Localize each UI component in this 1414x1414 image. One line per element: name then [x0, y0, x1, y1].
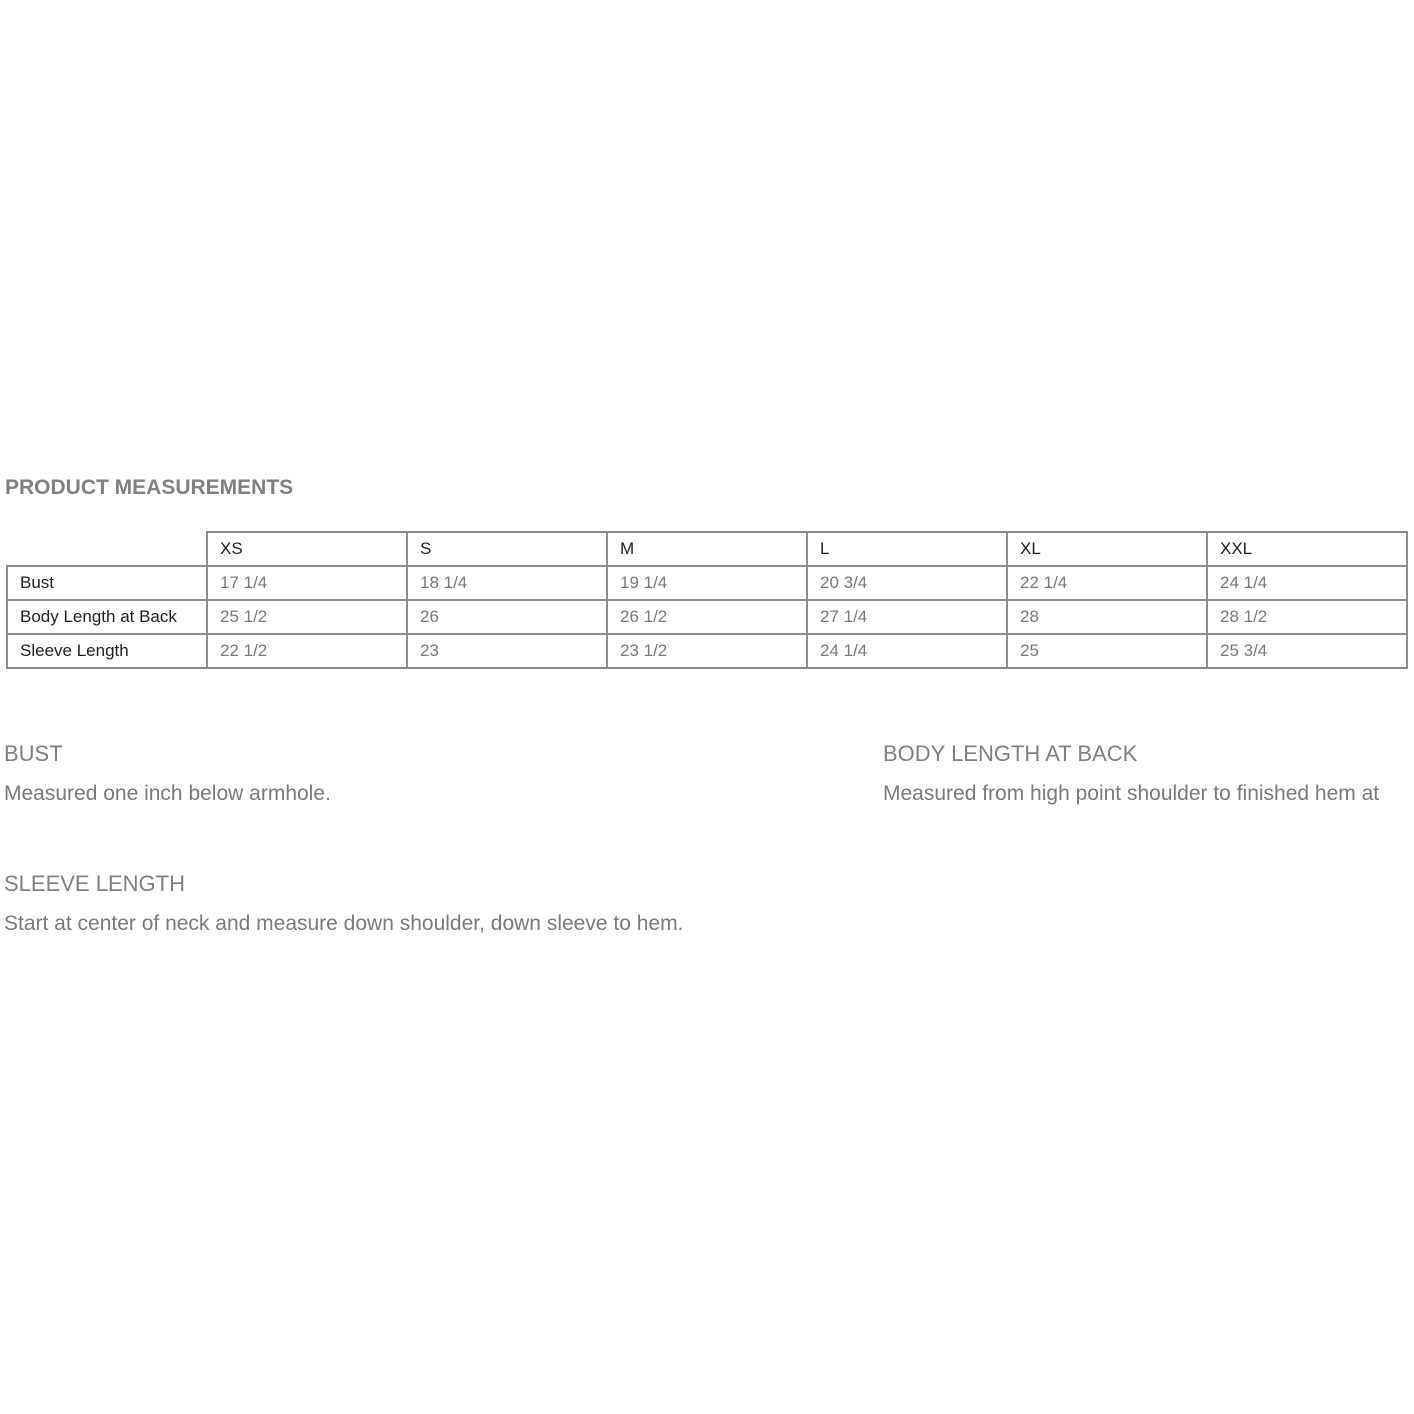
table-row-sleeve-length — [7, 634, 1407, 668]
column-header-xs: XS — [207, 532, 407, 566]
table-cell: 28 — [1007, 600, 1207, 634]
table-row-bust — [7, 566, 1407, 600]
table-cell: 20 3/4 — [807, 566, 1007, 600]
table-cell: 25 3/4 — [1207, 634, 1407, 668]
table-header-row — [7, 532, 1407, 566]
table-cell: 19 1/4 — [607, 566, 807, 600]
bust-note-text: Measured one inch below armhole. — [4, 782, 331, 805]
table-cell: 25 — [1007, 634, 1207, 668]
table-cell: 25 1/2 — [207, 600, 407, 634]
table-cell: 17 1/4 — [207, 566, 407, 600]
measurements-table — [6, 531, 1408, 669]
table-row-body-length — [7, 600, 1407, 634]
table-cell: 18 1/4 — [407, 566, 607, 600]
table-cell: 26 — [407, 600, 607, 634]
body-length-note-text: Measured from high point shoulder to finished hem at — [883, 782, 1380, 805]
row-header: Bust — [7, 566, 207, 600]
sleeve-note-title: SLEEVE LENGTH — [4, 871, 185, 896]
column-header-m: M — [607, 532, 807, 566]
table-cell: 24 1/4 — [1207, 566, 1407, 600]
page-title: PRODUCT MEASUREMENTS — [5, 476, 294, 499]
table-cell: 22 1/2 — [207, 634, 407, 668]
column-header-xxl: XXL — [1207, 532, 1407, 566]
body-length-note-title: BODY LENGTH AT BACK — [883, 741, 1138, 766]
table-cell: 27 1/4 — [807, 600, 1007, 634]
row-header: Body Length at Back — [7, 600, 207, 634]
table-cell: 22 1/4 — [1007, 566, 1207, 600]
table-cell: 23 — [407, 634, 607, 668]
column-header-s: S — [407, 532, 607, 566]
sleeve-note-text: Start at center of neck and measure down shoulder, down sleeve to hem. — [4, 912, 684, 935]
table-cell: 28 1/2 — [1207, 600, 1407, 634]
row-header: Sleeve Length — [7, 634, 207, 668]
bust-note-title: BUST — [4, 741, 63, 766]
column-header-l: L — [807, 532, 1007, 566]
column-header-xl: XL — [1007, 532, 1207, 566]
table-cell: 23 1/2 — [607, 634, 807, 668]
table-cell: 24 1/4 — [807, 634, 1007, 668]
table-corner-cell — [7, 532, 207, 566]
table-cell: 26 1/2 — [607, 600, 807, 634]
